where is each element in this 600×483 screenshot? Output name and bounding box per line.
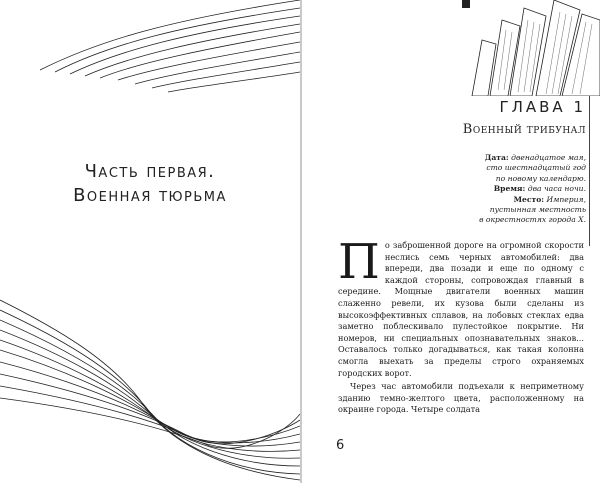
chapter-heading xyxy=(463,98,586,137)
paragraph-1 xyxy=(338,234,584,379)
place-value-3: в окрестностях города Х. xyxy=(479,215,586,225)
place-label: Место: xyxy=(513,194,545,204)
place-value-1: Империя, xyxy=(546,194,586,204)
date-value-1: двенадцатое мая, xyxy=(511,153,586,162)
part-title-line1: Часть первая. xyxy=(84,161,216,182)
skyline-corner-mark xyxy=(462,0,470,8)
wave-ornament-bottom xyxy=(0,300,300,480)
part-title xyxy=(30,160,270,208)
drop-cap: П xyxy=(338,234,380,290)
part-title-line2: Военная тюрьма xyxy=(73,185,227,206)
date-value-2: сто шестнадцатый год xyxy=(486,163,586,173)
chapter-rule xyxy=(589,96,590,246)
place-value-2: пустынная местность xyxy=(489,205,586,215)
paragraph-2: Через час автомобили подъехали к неприметному зданию темно-желтого цвета, расположенному на окраине города. Четыре солдата xyxy=(338,381,584,415)
city-skyline-illustration xyxy=(462,0,600,96)
time-label: Время: xyxy=(493,184,526,194)
time-value: два часа ночи. xyxy=(527,184,586,194)
chapter-meta xyxy=(436,153,586,226)
page-number: 6 xyxy=(336,438,345,453)
chapter-body xyxy=(338,234,584,416)
date-label: Дата: xyxy=(484,153,509,162)
paragraph-1-text: о заброшенной дороге на огромной скорости неслись семь черных автомобилей: два впереди, два позади и еще по одному с каждой стороны, сопровождая главный в середине. Мощные двигатели военных машин слаженно ревели, их кузова были сделаны из высокоэффективных сплавов, на лобовых стеклах едва заметно поблескивало пулестойкое покрытие. Ни номеров, ни специальных опознавательных знаков... Оставалось только догадываться, как такая колонна смогла выехать за пределы строго охраняемых городских ворот. xyxy=(338,240,584,378)
chapter-title: Военный трибунал xyxy=(462,122,586,137)
date-value-3: по новому календарю. xyxy=(495,173,586,183)
right-page xyxy=(302,0,600,483)
chapter-number: ГЛАВА 1 xyxy=(499,98,586,116)
